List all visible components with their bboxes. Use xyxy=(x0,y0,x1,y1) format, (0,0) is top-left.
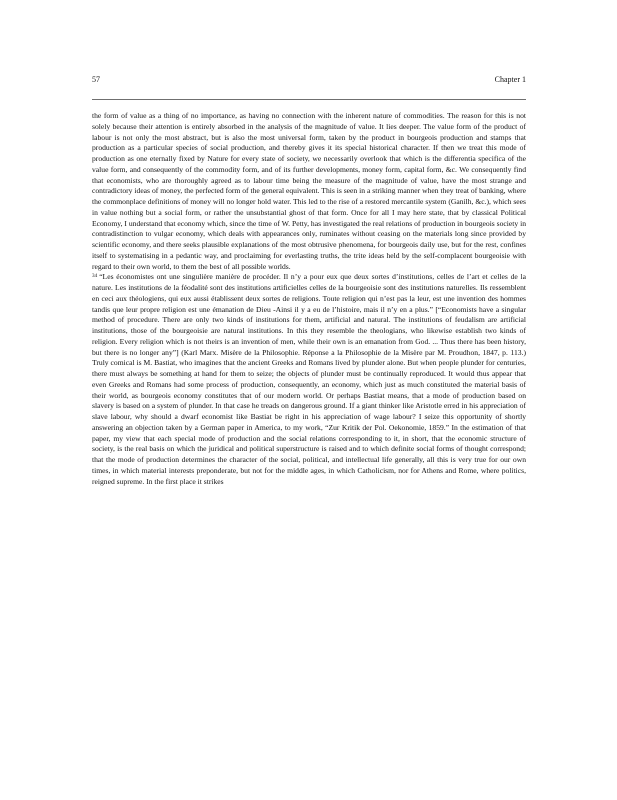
running-header xyxy=(92,75,526,85)
header-rule xyxy=(92,99,526,100)
chapter-title: Chapter 1 xyxy=(494,75,526,84)
page-number: 57 xyxy=(92,75,100,84)
page-body xyxy=(92,111,526,487)
body-paragraph: the form of value as a thing of no importance, as having no connection with the inherent nature of commodities. The reason for this is not solely because their attention is entirely absorbed in the analysis of the magnitude of value. It lies deeper. The value form of the product of labour is not only the most abstract, but is also the most universal form, taken by the product in bourgeois production and stamps that production as a particular species of social production, and thereby gives it its special historical character. If then we treat this mode of production as one eternally fixed by Nature for every state of society, we necessarily overlook that which is the differentia specifica of the value form, and consequently of the commodity form, and of its further developments, money form, capital form, &c. We consequently find that economists, who are thoroughly agreed as to labour time being the measure of the magnitude of value, have the most strange and contradictory ideas of money, the perfected form of the general equivalent. This is seen in a striking manner when they treat of banking, where the commonplace definitions of money will no longer hold water. This led to the rise of a restored mercantile system (Ganilh, &c.), which sees in value nothing but a social form, or rather the unsubstantial ghost of that form. Once for all I may here state, that by classical Political Economy, I understand that economy which, since the time of W. Petty, has investigated the real relations of production in bourgeois society in contradistinction to vulgar economy, which deals with appearances only, ruminates without ceasing on the materials long since provided by scientific economy, and there seeks plausible explanations of the most obtrusive phenomena, for bourgeois daily use, but for the rest, confines itself to systematising in a pedantic way, and proclaiming for everlasting truths, the trite ideas held by the self-complacent bourgeoisie with regard to their own world, to them the best of all possible worlds. xyxy=(92,111,526,271)
footnote-text: “Les économistes ont une singulière manière de procéder. Il n’y a pour eux que deux sortes d’institutions, celles de l’art et celles de la nature. Les institutions de la féodalité sont des institutions artificielles celles de la bourgeoisie sont des institutions naturelles. Ils ressemblent en ceci aux théologiens, qui eux aussi établissent deux sortes de religions. Toute religion qui n’est pas la leur, est une invention des hommes tandis que leur propre religion est une émanation de Dieu -Ainsi il y a eu de l’histoire, mais il n’y en a plus.” [“Economists have a singular method of procedure. There are only two kinds of institutions for them, artificial and natural. The institutions of feudalism are artificial institutions, those of the bourgeoisie are natural institutions. In this they resemble the theologians, who likewise establish two kinds of religion. Every religion which is not theirs is an invention of men, while their own is an emanation from God. ... Thus there has been history, but there is no longer any”] (Karl Marx. Misère de la Philosophie. Réponse a la Philosophie de la Misère par M. Proudhon, 1847, p. 113.) Truly comical is M. Bastiat, who imagines that the ancient Greeks and Romans lived by plunder alone. But when people plunder for centuries, there must always be something at hand for them to seize; the objects of plunder must be continually reproduced. It would thus appear that even Greeks and Romans had some process of production, consequently, an economy, which just as much constituted the material basis of their world, as bourgeois economy constitutes that of our modern world. Or perhaps Bastiat means, that a mode of production based on slavery is based on a system of plunder. In that case he treads on dangerous ground. If a giant thinker like Aristotle erred in his appreciation of slave labour, why should a dwarf economist like Bastiat be right in his appreciation of wage labour? I seize this opportunity of shortly answering an objection taken by a German paper in America, to my work, “Zur Kritik der Pol. Oekonomie, 1859.” In the estimation of that paper, my view that each special mode of production and the social relations corresponding to it, in short, that the economic structure of society, is the real basis on which the juridical and political superstructure is raised and to which definite social forms of thought correspond; that the mode of production determines the character of the social, political, and intellectual life generally, all this is very true for our own times, in which material interests preponderate, but not for the middle ages, in which Catholicism, nor for Athens and Rome, where politics, reigned supreme. In the first place it strikes xyxy=(92,272,526,486)
footnote xyxy=(92,272,526,487)
footnote-number: 34 xyxy=(92,273,98,280)
